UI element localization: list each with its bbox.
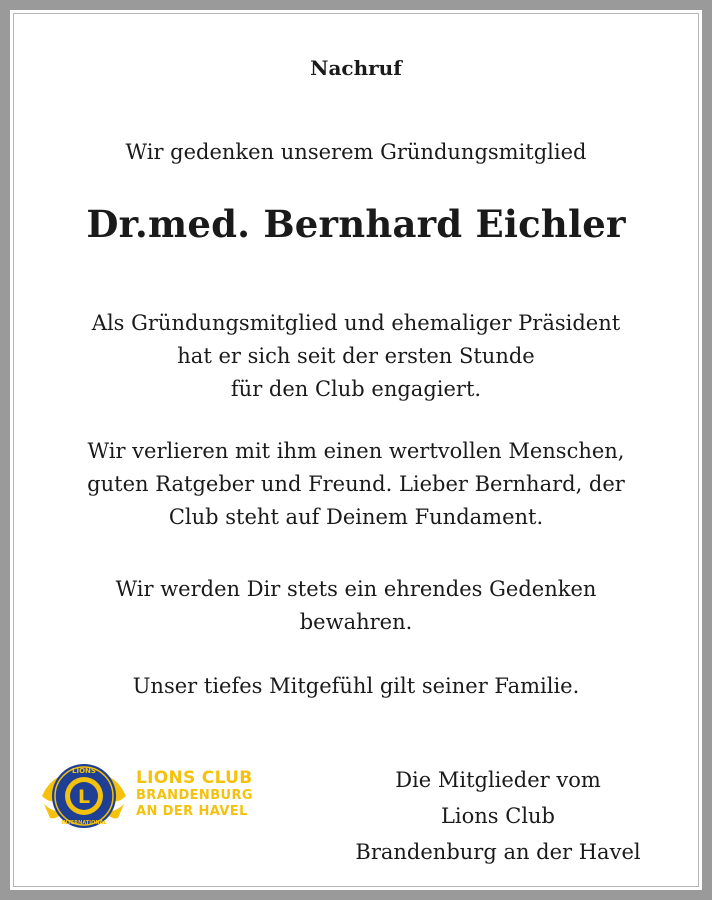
signature-line: Die Mitglieder vom [395, 768, 601, 792]
logo-line-2: BRANDENBURG [136, 788, 253, 803]
svg-text:L: L [77, 786, 91, 808]
paragraph-line: hat er sich seit der ersten Stunde [177, 344, 535, 368]
paragraph-line: Club steht auf Deinem Fundament. [168, 505, 544, 529]
paragraph-founding [10, 307, 702, 406]
lions-club-logo [36, 748, 296, 844]
paragraph-condolence: Unser tiefes Mitgefühl gilt seiner Familie. [132, 674, 580, 698]
svg-text:INTERNATIONAL: INTERNATIONAL [61, 820, 107, 826]
paragraph-loss [10, 435, 702, 534]
deceased-name: Dr.med. Bernhard Eichler [86, 202, 626, 246]
paragraph-line: guten Ratgeber und Freund. Lieber Bernhard, der [87, 472, 625, 496]
signature-line: Brandenburg an der Havel [355, 840, 641, 864]
logo-wordmark [136, 768, 253, 820]
signature-line: Lions Club [440, 804, 556, 828]
paragraph-line: Wir werden Dir stets ein ehrendes Gedenken [115, 577, 597, 601]
paragraph-line: für den Club engagiert. [230, 377, 482, 401]
logo-line-1: LIONS CLUB [136, 768, 253, 788]
intro-line: Wir gedenken unserem Gründungsmitglied [125, 140, 587, 164]
paragraph-remembrance [10, 573, 702, 639]
obituary-notice [10, 10, 702, 890]
signature-block [310, 762, 686, 870]
paragraph-line: Als Gründungsmitglied und ehemaliger Präsident [91, 311, 621, 335]
logo-line-3: AN DER HAVEL [136, 804, 248, 819]
notice-heading: Nachruf [310, 56, 402, 80]
lions-emblem-icon [36, 748, 132, 844]
paragraph-line: Wir verlieren mit ihm einen wertvollen Menschen, [87, 439, 625, 463]
svg-text:LIONS: LIONS [72, 767, 96, 775]
paragraph-line: bewahren. [299, 610, 413, 634]
